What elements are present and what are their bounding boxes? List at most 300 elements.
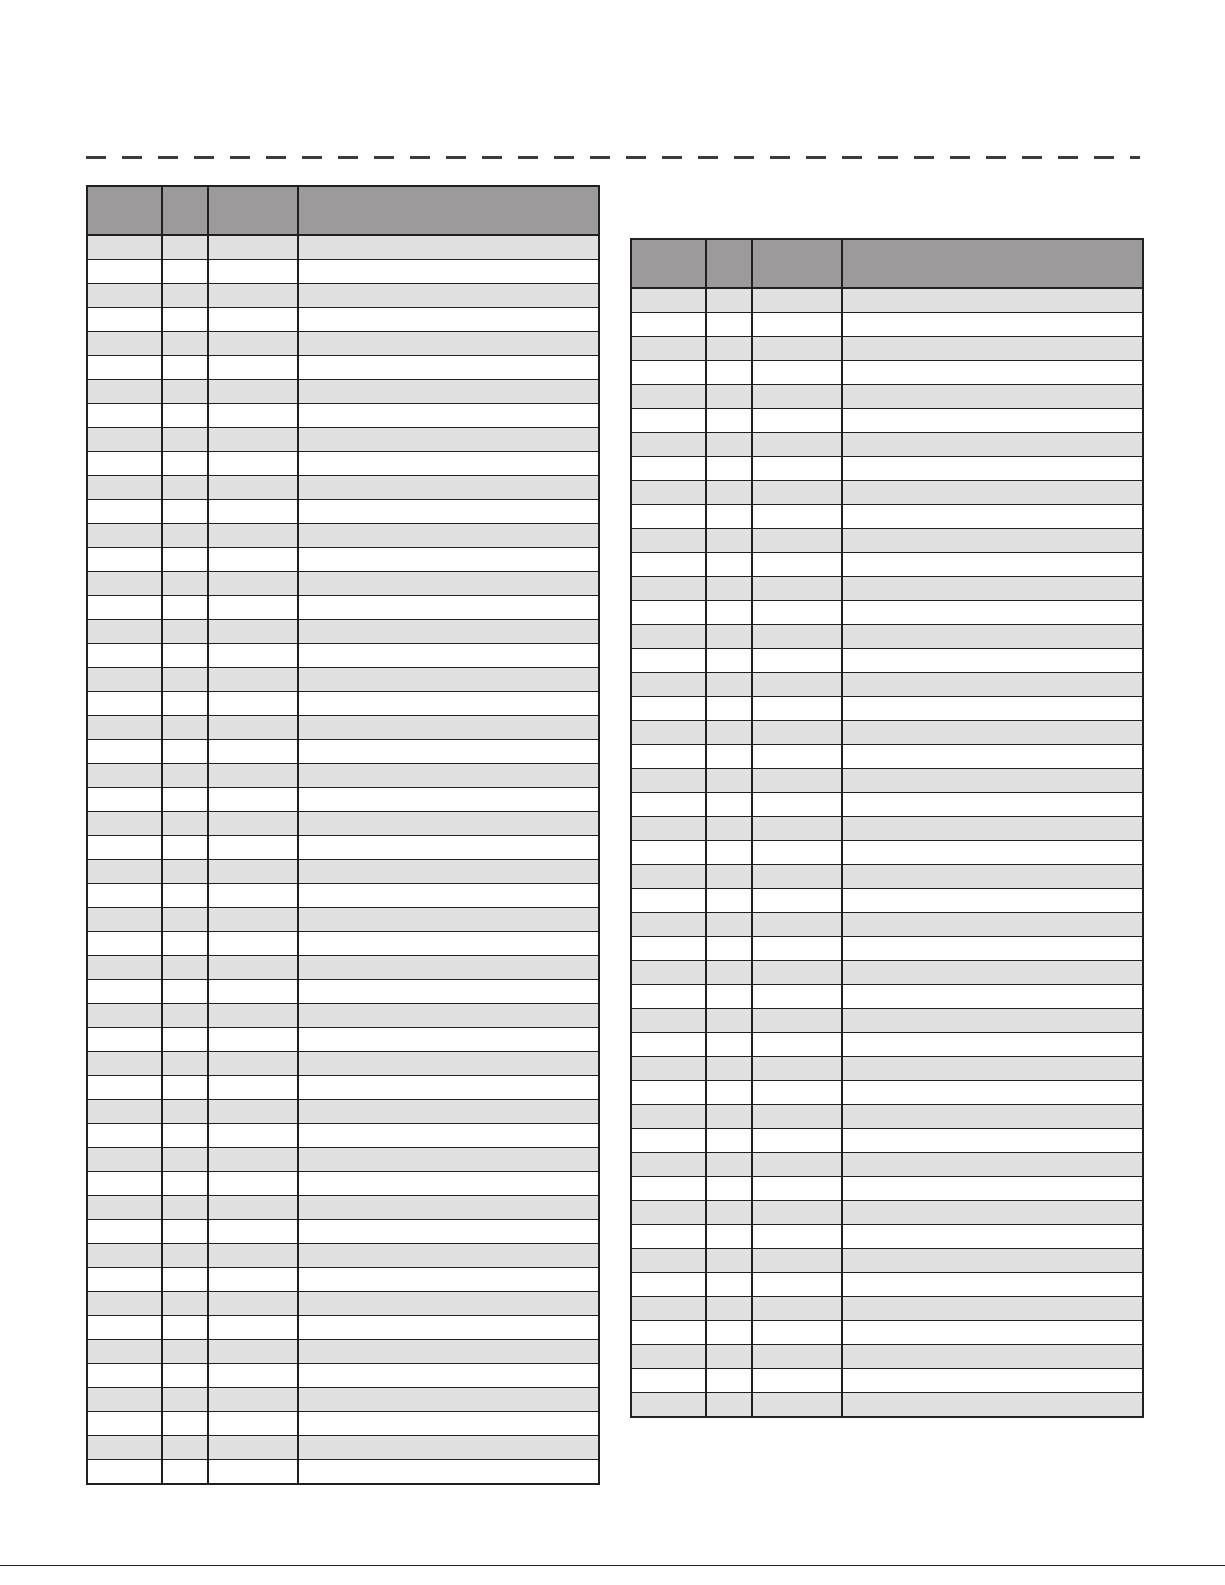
table-cell-1[interactable] (631, 385, 706, 409)
table-cell-3[interactable] (208, 596, 298, 620)
table-cell-4[interactable] (298, 548, 599, 572)
table-cell-2[interactable] (706, 1033, 752, 1057)
table-cell-4[interactable] (298, 1268, 599, 1292)
table-cell-3[interactable] (208, 1148, 298, 1172)
table-cell-1[interactable] (87, 235, 162, 260)
table-cell-2[interactable] (162, 1220, 208, 1244)
table-cell-3[interactable] (752, 1225, 842, 1249)
table-cell-1[interactable] (87, 1244, 162, 1268)
table-cell-3[interactable] (208, 908, 298, 932)
table-cell-1[interactable] (87, 644, 162, 668)
table-cell-1[interactable] (87, 332, 162, 356)
table-cell-1[interactable] (631, 697, 706, 721)
table-cell-2[interactable] (706, 721, 752, 745)
table-cell-3[interactable] (208, 332, 298, 356)
table-cell-2[interactable] (162, 980, 208, 1004)
table-cell-2[interactable] (162, 788, 208, 812)
table-cell-1[interactable] (631, 1273, 706, 1297)
table-cell-3[interactable] (208, 1172, 298, 1196)
table-cell-1[interactable] (87, 1340, 162, 1364)
table-cell-2[interactable] (706, 1225, 752, 1249)
table-cell-4[interactable] (298, 1292, 599, 1316)
table-cell-2[interactable] (706, 817, 752, 841)
table-cell-3[interactable] (752, 529, 842, 553)
table-cell-1[interactable] (631, 625, 706, 649)
table-cell-1[interactable] (631, 313, 706, 337)
table-cell-3[interactable] (208, 524, 298, 548)
table-cell-4[interactable] (842, 721, 1143, 745)
table-cell-4[interactable] (842, 1057, 1143, 1081)
table-cell-1[interactable] (87, 1364, 162, 1388)
table-cell-4[interactable] (298, 235, 599, 260)
table-cell-2[interactable] (706, 577, 752, 601)
table-cell-3[interactable] (208, 476, 298, 500)
table-cell-2[interactable] (706, 625, 752, 649)
table-cell-4[interactable] (842, 481, 1143, 505)
table-cell-1[interactable] (631, 337, 706, 361)
table-cell-1[interactable] (631, 889, 706, 913)
table-cell-3[interactable] (208, 860, 298, 884)
table-cell-2[interactable] (162, 812, 208, 836)
table-cell-4[interactable] (842, 961, 1143, 985)
table-cell-1[interactable] (87, 428, 162, 452)
table-cell-4[interactable] (298, 932, 599, 956)
table-cell-3[interactable] (208, 284, 298, 308)
table-cell-2[interactable] (162, 524, 208, 548)
table-cell-2[interactable] (706, 1105, 752, 1129)
table-cell-1[interactable] (87, 620, 162, 644)
table-cell-4[interactable] (842, 1273, 1143, 1297)
table-cell-4[interactable] (842, 937, 1143, 961)
table-cell-2[interactable] (706, 961, 752, 985)
table-cell-3[interactable] (208, 1196, 298, 1220)
table-cell-2[interactable] (162, 356, 208, 380)
table-cell-1[interactable] (631, 1057, 706, 1081)
table-cell-4[interactable] (842, 865, 1143, 889)
table-cell-1[interactable] (87, 740, 162, 764)
table-cell-2[interactable] (162, 956, 208, 980)
table-cell-3[interactable] (752, 649, 842, 673)
table-cell-3[interactable] (208, 308, 298, 332)
table-cell-4[interactable] (842, 1249, 1143, 1273)
table-cell-2[interactable] (162, 308, 208, 332)
table-cell-1[interactable] (87, 1388, 162, 1412)
table-cell-3[interactable] (752, 745, 842, 769)
table-cell-1[interactable] (87, 548, 162, 572)
table-cell-1[interactable] (87, 788, 162, 812)
table-cell-3[interactable] (208, 764, 298, 788)
table-cell-1[interactable] (87, 980, 162, 1004)
table-cell-4[interactable] (298, 596, 599, 620)
table-cell-4[interactable] (298, 476, 599, 500)
table-cell-1[interactable] (631, 505, 706, 529)
table-cell-1[interactable] (631, 457, 706, 481)
table-cell-1[interactable] (87, 308, 162, 332)
table-cell-2[interactable] (706, 1393, 752, 1418)
table-cell-3[interactable] (208, 980, 298, 1004)
table-cell-1[interactable] (87, 836, 162, 860)
table-cell-1[interactable] (631, 1201, 706, 1225)
table-cell-3[interactable] (752, 1201, 842, 1225)
table-cell-1[interactable] (631, 433, 706, 457)
table-cell-4[interactable] (298, 1316, 599, 1340)
table-cell-1[interactable] (87, 860, 162, 884)
table-cell-1[interactable] (631, 1033, 706, 1057)
table-cell-1[interactable] (631, 841, 706, 865)
table-cell-4[interactable] (298, 884, 599, 908)
table-cell-4[interactable] (298, 1172, 599, 1196)
table-cell-1[interactable] (631, 1249, 706, 1273)
table-cell-4[interactable] (298, 908, 599, 932)
table-cell-4[interactable] (298, 452, 599, 476)
table-cell-3[interactable] (208, 500, 298, 524)
table-cell-2[interactable] (162, 596, 208, 620)
table-cell-4[interactable] (842, 1033, 1143, 1057)
table-cell-2[interactable] (706, 1153, 752, 1177)
table-cell-4[interactable] (298, 284, 599, 308)
table-cell-2[interactable] (706, 481, 752, 505)
table-cell-2[interactable] (162, 908, 208, 932)
table-cell-2[interactable] (162, 1364, 208, 1388)
table-cell-2[interactable] (162, 1148, 208, 1172)
table-cell-3[interactable] (208, 1028, 298, 1052)
table-cell-2[interactable] (162, 548, 208, 572)
table-cell-4[interactable] (298, 1076, 599, 1100)
table-cell-1[interactable] (631, 553, 706, 577)
table-cell-1[interactable] (631, 961, 706, 985)
table-cell-4[interactable] (842, 1129, 1143, 1153)
table-cell-3[interactable] (208, 235, 298, 260)
table-cell-3[interactable] (208, 380, 298, 404)
table-cell-2[interactable] (162, 404, 208, 428)
table-cell-4[interactable] (842, 745, 1143, 769)
table-cell-1[interactable] (631, 481, 706, 505)
table-cell-4[interactable] (842, 361, 1143, 385)
table-cell-4[interactable] (842, 577, 1143, 601)
table-cell-1[interactable] (87, 596, 162, 620)
table-cell-2[interactable] (706, 1321, 752, 1345)
table-cell-1[interactable] (87, 716, 162, 740)
table-cell-1[interactable] (87, 1436, 162, 1460)
table-cell-1[interactable] (631, 1009, 706, 1033)
table-cell-4[interactable] (842, 1369, 1143, 1393)
table-cell-4[interactable] (842, 913, 1143, 937)
table-cell-1[interactable] (87, 668, 162, 692)
table-cell-2[interactable] (706, 337, 752, 361)
table-cell-3[interactable] (752, 769, 842, 793)
table-cell-4[interactable] (298, 836, 599, 860)
table-cell-3[interactable] (752, 313, 842, 337)
table-cell-4[interactable] (842, 529, 1143, 553)
table-cell-2[interactable] (162, 1004, 208, 1028)
table-cell-4[interactable] (298, 1388, 599, 1412)
table-cell-1[interactable] (87, 524, 162, 548)
table-cell-3[interactable] (208, 1076, 298, 1100)
table-cell-3[interactable] (208, 572, 298, 596)
table-cell-4[interactable] (298, 356, 599, 380)
table-cell-4[interactable] (842, 1225, 1143, 1249)
table-cell-2[interactable] (706, 553, 752, 577)
table-cell-3[interactable] (752, 793, 842, 817)
table-cell-3[interactable] (752, 697, 842, 721)
table-cell-3[interactable] (208, 1436, 298, 1460)
table-cell-4[interactable] (842, 769, 1143, 793)
table-cell-3[interactable] (752, 817, 842, 841)
table-cell-1[interactable] (87, 692, 162, 716)
table-cell-1[interactable] (87, 476, 162, 500)
table-cell-2[interactable] (162, 860, 208, 884)
table-cell-2[interactable] (162, 1460, 208, 1485)
table-cell-3[interactable] (208, 428, 298, 452)
table-cell-4[interactable] (298, 716, 599, 740)
table-cell-3[interactable] (752, 721, 842, 745)
table-cell-1[interactable] (87, 1124, 162, 1148)
table-cell-4[interactable] (842, 1201, 1143, 1225)
table-cell-2[interactable] (162, 1244, 208, 1268)
table-cell-2[interactable] (706, 529, 752, 553)
table-cell-4[interactable] (842, 793, 1143, 817)
table-cell-4[interactable] (298, 404, 599, 428)
table-cell-4[interactable] (842, 1393, 1143, 1418)
table-cell-2[interactable] (706, 361, 752, 385)
table-cell-4[interactable] (298, 380, 599, 404)
table-cell-4[interactable] (842, 505, 1143, 529)
table-cell-2[interactable] (706, 1081, 752, 1105)
table-cell-4[interactable] (298, 788, 599, 812)
table-cell-2[interactable] (706, 985, 752, 1009)
table-cell-4[interactable] (298, 764, 599, 788)
table-cell-2[interactable] (162, 1388, 208, 1412)
table-cell-3[interactable] (752, 1273, 842, 1297)
table-cell-4[interactable] (298, 644, 599, 668)
table-cell-2[interactable] (706, 1177, 752, 1201)
table-cell-2[interactable] (706, 745, 752, 769)
table-cell-2[interactable] (162, 1028, 208, 1052)
table-cell-3[interactable] (752, 889, 842, 913)
table-cell-3[interactable] (208, 956, 298, 980)
table-cell-3[interactable] (208, 716, 298, 740)
table-cell-1[interactable] (631, 913, 706, 937)
table-cell-2[interactable] (706, 1273, 752, 1297)
table-cell-3[interactable] (752, 1033, 842, 1057)
table-cell-2[interactable] (162, 452, 208, 476)
table-cell-4[interactable] (298, 308, 599, 332)
table-cell-4[interactable] (298, 620, 599, 644)
table-cell-4[interactable] (298, 692, 599, 716)
table-cell-1[interactable] (87, 884, 162, 908)
table-cell-3[interactable] (752, 553, 842, 577)
table-cell-3[interactable] (752, 913, 842, 937)
table-cell-3[interactable] (752, 433, 842, 457)
table-cell-1[interactable] (631, 1345, 706, 1369)
table-cell-3[interactable] (752, 337, 842, 361)
table-cell-1[interactable] (87, 908, 162, 932)
table-cell-2[interactable] (706, 457, 752, 481)
table-cell-2[interactable] (706, 769, 752, 793)
table-cell-1[interactable] (631, 1297, 706, 1321)
table-cell-1[interactable] (631, 1105, 706, 1129)
table-cell-4[interactable] (842, 649, 1143, 673)
table-cell-1[interactable] (631, 865, 706, 889)
table-cell-2[interactable] (162, 932, 208, 956)
table-cell-4[interactable] (842, 1297, 1143, 1321)
table-cell-3[interactable] (208, 356, 298, 380)
table-cell-3[interactable] (208, 644, 298, 668)
table-cell-3[interactable] (208, 1364, 298, 1388)
table-cell-1[interactable] (631, 601, 706, 625)
table-cell-2[interactable] (162, 620, 208, 644)
table-cell-2[interactable] (706, 505, 752, 529)
table-cell-1[interactable] (631, 817, 706, 841)
table-cell-1[interactable] (87, 1412, 162, 1436)
table-cell-1[interactable] (631, 529, 706, 553)
table-cell-2[interactable] (162, 500, 208, 524)
table-cell-1[interactable] (631, 937, 706, 961)
table-cell-4[interactable] (842, 817, 1143, 841)
table-cell-3[interactable] (208, 740, 298, 764)
table-cell-3[interactable] (752, 865, 842, 889)
table-cell-3[interactable] (752, 409, 842, 433)
table-cell-2[interactable] (162, 572, 208, 596)
table-cell-1[interactable] (87, 1148, 162, 1172)
table-cell-2[interactable] (162, 1124, 208, 1148)
table-cell-1[interactable] (631, 1321, 706, 1345)
table-cell-4[interactable] (842, 313, 1143, 337)
table-cell-4[interactable] (842, 1009, 1143, 1033)
table-cell-2[interactable] (162, 260, 208, 284)
table-cell-1[interactable] (87, 1028, 162, 1052)
table-cell-1[interactable] (631, 1369, 706, 1393)
table-cell-3[interactable] (752, 937, 842, 961)
table-cell-3[interactable] (752, 673, 842, 697)
table-cell-3[interactable] (208, 548, 298, 572)
table-cell-4[interactable] (298, 1220, 599, 1244)
table-cell-2[interactable] (162, 1412, 208, 1436)
table-cell-3[interactable] (752, 1321, 842, 1345)
table-cell-2[interactable] (162, 284, 208, 308)
table-cell-1[interactable] (87, 812, 162, 836)
table-cell-4[interactable] (298, 812, 599, 836)
table-cell-3[interactable] (752, 1369, 842, 1393)
table-cell-3[interactable] (208, 1244, 298, 1268)
table-cell-3[interactable] (208, 1460, 298, 1485)
table-cell-3[interactable] (752, 1297, 842, 1321)
table-cell-3[interactable] (752, 505, 842, 529)
table-cell-4[interactable] (842, 1345, 1143, 1369)
table-cell-2[interactable] (162, 1052, 208, 1076)
table-cell-1[interactable] (631, 1129, 706, 1153)
table-cell-4[interactable] (842, 337, 1143, 361)
table-cell-2[interactable] (162, 1100, 208, 1124)
table-cell-3[interactable] (208, 692, 298, 716)
table-cell-2[interactable] (706, 1345, 752, 1369)
table-cell-1[interactable] (87, 956, 162, 980)
table-cell-1[interactable] (87, 1292, 162, 1316)
table-cell-1[interactable] (87, 1268, 162, 1292)
table-cell-1[interactable] (631, 1177, 706, 1201)
table-cell-4[interactable] (298, 572, 599, 596)
table-cell-3[interactable] (208, 1412, 298, 1436)
table-cell-4[interactable] (842, 433, 1143, 457)
table-cell-3[interactable] (208, 1124, 298, 1148)
table-cell-4[interactable] (842, 457, 1143, 481)
table-cell-2[interactable] (706, 1369, 752, 1393)
table-cell-2[interactable] (706, 673, 752, 697)
table-cell-3[interactable] (752, 385, 842, 409)
table-cell-1[interactable] (631, 1153, 706, 1177)
table-cell-3[interactable] (752, 481, 842, 505)
table-cell-1[interactable] (631, 985, 706, 1009)
table-cell-4[interactable] (298, 332, 599, 356)
table-cell-3[interactable] (752, 1009, 842, 1033)
table-cell-2[interactable] (706, 793, 752, 817)
table-cell-3[interactable] (752, 1393, 842, 1418)
table-cell-4[interactable] (842, 625, 1143, 649)
table-cell-1[interactable] (631, 721, 706, 745)
table-cell-1[interactable] (631, 1081, 706, 1105)
table-cell-3[interactable] (752, 1105, 842, 1129)
table-cell-4[interactable] (298, 740, 599, 764)
table-cell-3[interactable] (752, 1057, 842, 1081)
table-cell-4[interactable] (298, 1124, 599, 1148)
table-cell-2[interactable] (162, 1340, 208, 1364)
table-cell-4[interactable] (842, 553, 1143, 577)
table-cell-1[interactable] (87, 500, 162, 524)
table-cell-2[interactable] (706, 1297, 752, 1321)
table-cell-4[interactable] (298, 668, 599, 692)
table-cell-4[interactable] (842, 697, 1143, 721)
table-cell-4[interactable] (298, 524, 599, 548)
table-cell-3[interactable] (752, 841, 842, 865)
table-cell-3[interactable] (208, 1220, 298, 1244)
table-cell-3[interactable] (208, 1268, 298, 1292)
table-cell-2[interactable] (706, 313, 752, 337)
table-cell-1[interactable] (87, 380, 162, 404)
table-cell-4[interactable] (298, 1028, 599, 1052)
table-cell-4[interactable] (842, 601, 1143, 625)
table-cell-1[interactable] (631, 1225, 706, 1249)
table-cell-3[interactable] (208, 452, 298, 476)
table-cell-1[interactable] (87, 1052, 162, 1076)
table-cell-3[interactable] (752, 1345, 842, 1369)
table-cell-3[interactable] (752, 601, 842, 625)
table-cell-4[interactable] (842, 985, 1143, 1009)
table-cell-1[interactable] (631, 745, 706, 769)
table-cell-1[interactable] (87, 764, 162, 788)
table-cell-4[interactable] (842, 1105, 1143, 1129)
table-cell-2[interactable] (706, 601, 752, 625)
table-cell-2[interactable] (162, 884, 208, 908)
table-cell-3[interactable] (208, 1316, 298, 1340)
table-cell-3[interactable] (752, 1153, 842, 1177)
table-cell-4[interactable] (298, 1436, 599, 1460)
table-cell-2[interactable] (706, 913, 752, 937)
table-cell-2[interactable] (162, 644, 208, 668)
table-cell-2[interactable] (162, 1196, 208, 1220)
table-cell-3[interactable] (208, 260, 298, 284)
table-cell-4[interactable] (298, 1460, 599, 1485)
table-cell-2[interactable] (162, 332, 208, 356)
table-cell-2[interactable] (162, 740, 208, 764)
table-cell-2[interactable] (162, 1316, 208, 1340)
table-cell-1[interactable] (631, 673, 706, 697)
table-cell-2[interactable] (706, 865, 752, 889)
table-cell-4[interactable] (842, 409, 1143, 433)
table-cell-2[interactable] (162, 692, 208, 716)
table-cell-3[interactable] (208, 812, 298, 836)
table-cell-2[interactable] (162, 476, 208, 500)
table-cell-4[interactable] (842, 1153, 1143, 1177)
